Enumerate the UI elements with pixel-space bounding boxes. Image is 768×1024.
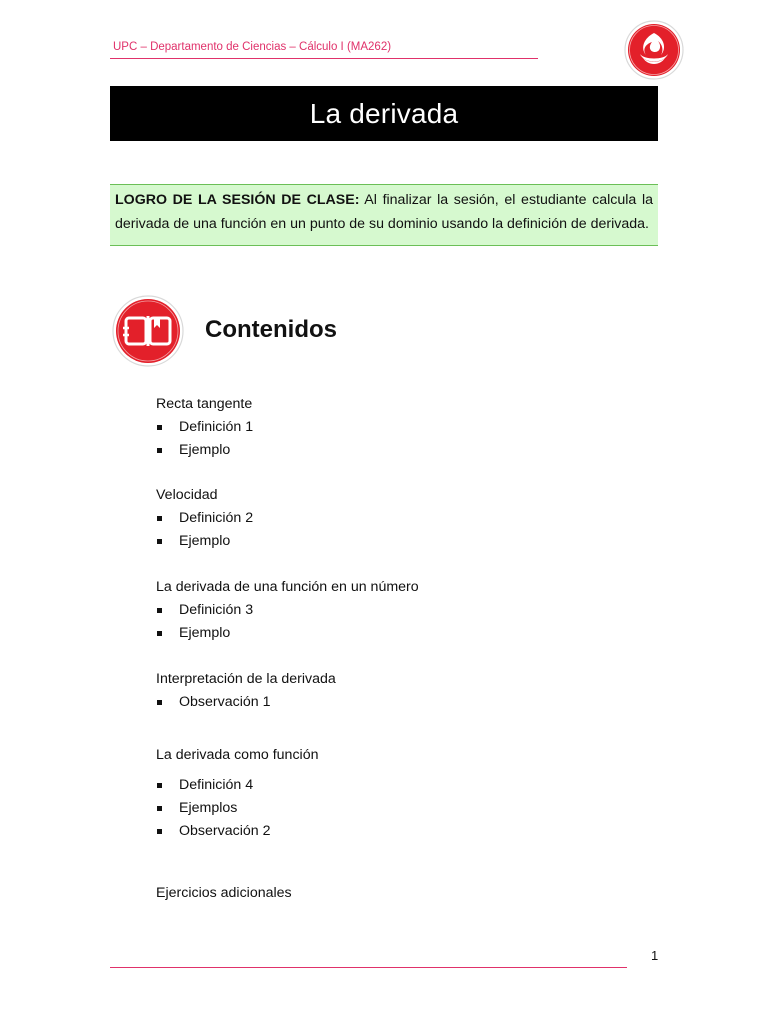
toc-item: Observación 2	[156, 820, 318, 843]
bullet-icon	[157, 806, 162, 811]
upc-logo-icon	[622, 20, 686, 80]
toc-item: Definición 4	[156, 774, 318, 797]
bullet-icon	[157, 700, 162, 705]
contents-heading: Contenidos	[205, 316, 337, 343]
toc-item: Ejemplos	[156, 797, 318, 820]
toc-item: Ejemplo	[156, 530, 253, 553]
bullet-icon	[157, 783, 162, 788]
bullet-icon	[157, 516, 162, 521]
toc-group-ejercicios	[156, 882, 292, 905]
header-divider	[110, 58, 538, 59]
toc-group-title: La derivada de una función en un número	[156, 579, 419, 595]
bullet-icon	[157, 829, 162, 834]
learning-goal-box	[110, 184, 658, 246]
learning-goal-label: LOGRO DE LA SESIÓN DE CLASE:	[115, 192, 360, 208]
page-title-bar	[110, 86, 658, 141]
toc-group-derivada-numero	[156, 576, 419, 645]
footer-divider	[110, 967, 627, 968]
book-icon	[110, 295, 186, 367]
toc-group-title: Velocidad	[156, 487, 218, 503]
toc-group-interpretacion	[156, 668, 336, 714]
toc-item: Ejemplo	[156, 439, 253, 462]
page-title: La derivada	[309, 97, 459, 129]
toc-item: Observación 1	[156, 691, 336, 714]
toc-item: Definición 2	[156, 507, 253, 530]
bullet-icon	[157, 539, 162, 544]
toc-group-title: Interpretación de la derivada	[156, 671, 336, 687]
page-number: 1	[651, 948, 659, 963]
bullet-icon	[157, 425, 162, 430]
toc-item: Definición 1	[156, 416, 253, 439]
bullet-icon	[157, 448, 162, 453]
toc-item: Ejemplo	[156, 622, 419, 645]
toc-group-title: Ejercicios adicionales	[156, 885, 292, 901]
bullet-icon	[157, 631, 162, 636]
toc-group-title: La derivada como función	[156, 747, 319, 763]
toc-group-velocidad	[156, 484, 253, 553]
learning-goal-text: Al finalizar la sesión, el estudiante calcula la derivada de una función en un punto de su dominio usando la definición de derivada.	[115, 192, 654, 232]
toc-group-derivada-funcion	[156, 744, 318, 844]
toc-group-recta-tangente	[156, 393, 253, 462]
bullet-icon	[157, 608, 162, 613]
toc-group-title: Recta tangente	[156, 396, 253, 412]
toc-item: Definición 3	[156, 599, 419, 622]
running-header: UPC – Departamento de Ciencias – Cálculo I (MA262)	[113, 41, 392, 53]
